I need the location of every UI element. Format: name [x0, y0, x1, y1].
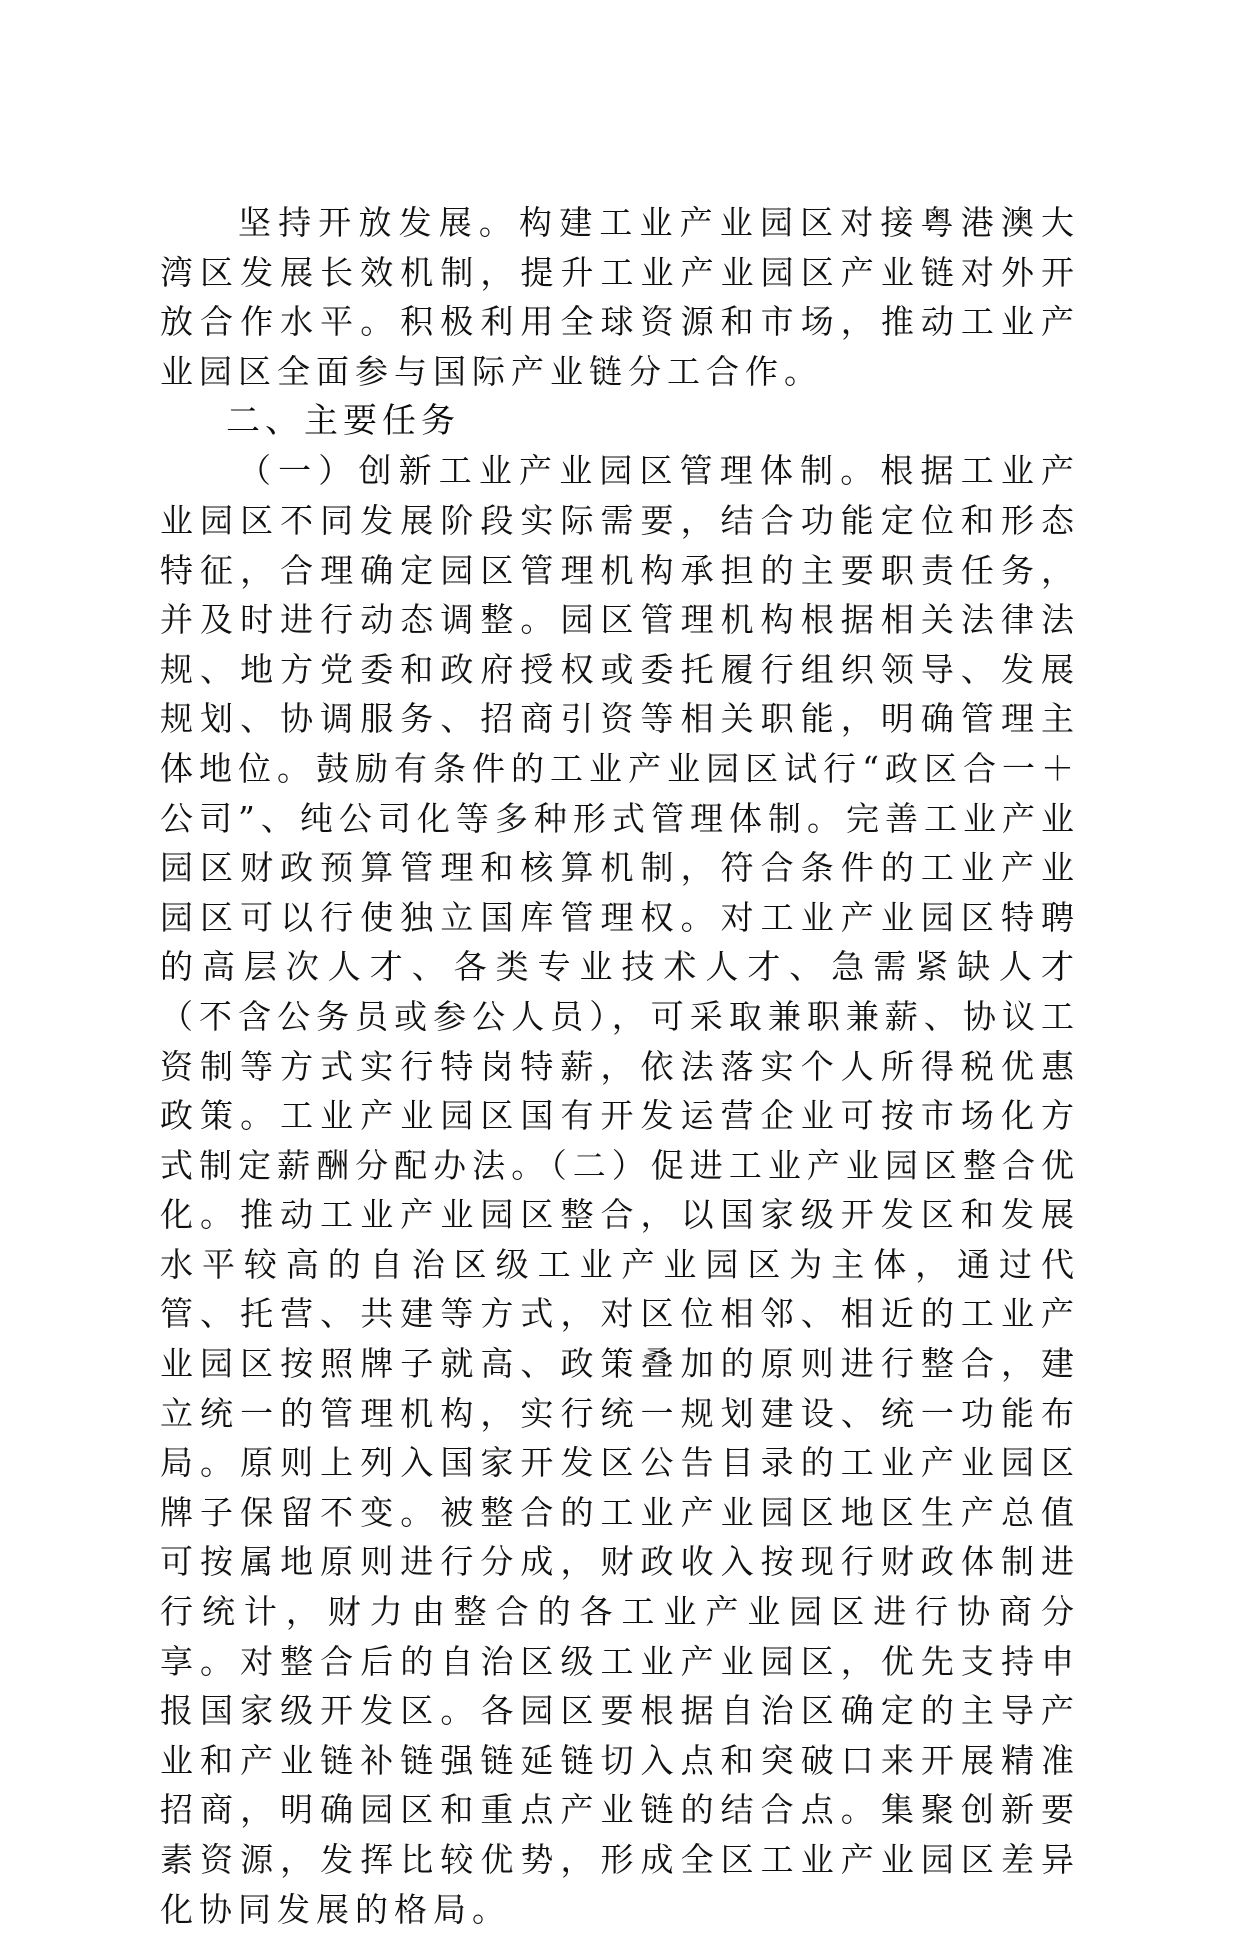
document-body	[160, 198, 1080, 1934]
paragraph-open-development: 坚持开放发展。构建工业产业园区对接粤港澳大湾区发展长效机制，提升工业产业园区产业链对外开放合作水平。积极利用全球资源和市场，推动工业产业园区全面参与国际产业链分工合作。	[160, 203, 1080, 391]
section-heading-main-tasks: 二、主要任务	[226, 401, 460, 442]
paragraph-main-tasks: （一）创新工业产业园区管理体制。根据工业产业园区不同发展阶段实际需要，结合功能定位和形态特征，合理确定园区管理机构承担的主要职责任务，并及时进行动态调整。园区管理机构根据相关法律法规、地方党委和政府授权或委托履行组织领导、发展规划、协调服务、招商引资等相关职能，明确管理主体地位。鼓励有条件的工业产业园区试行“政区合一＋公司”、纯公司化等多种形式管理体制。完善工业产业园区财政预算管理和核算机制，符合条件的工业产业园区可以行使独立国库管理权。对工业产业园区特聘的高层次人才、各类专业技术人才、急需紧缺人才（不含公务员或参公人员），可采取兼职兼薪、协议工资制等方式实行特岗特薪，依法落实个人所得税优惠政策。工业产业园区国有开发运营企业可按市场化方式制定薪酬分配办法。（二）促进工业产业园区整合优化。推动工业产业园区整合，以国家级开发区和发展水平较高的自治区级工业产业园区为主体，通过代管、托营、共建等方式，对区位相邻、相近的工业产业园区按照牌子就高、政策叠加的原则进行整合，建立统一的管理机构，实行统一规划建设、统一功能布局。原则上列入国家开发区公告目录的工业产业园区牌子保留不变。被整合的工业产业园区地区生产总值可按属地原则进行分成，财政收入按现行财政体制进行统计，财力由整合的各工业产业园区进行协商分享。对整合后的自治区级工业产业园区，优先支持申报国家级开发区。各园区要根据自治区确定的主导产业和产业链补链强链延链切入点和突破口来开展精准招商，明确园区和重点产业链的结合点。集聚创新要素资源，发挥比较优势，形成全区工业产业园区差异化协同发展的格局。	[160, 451, 1080, 1929]
